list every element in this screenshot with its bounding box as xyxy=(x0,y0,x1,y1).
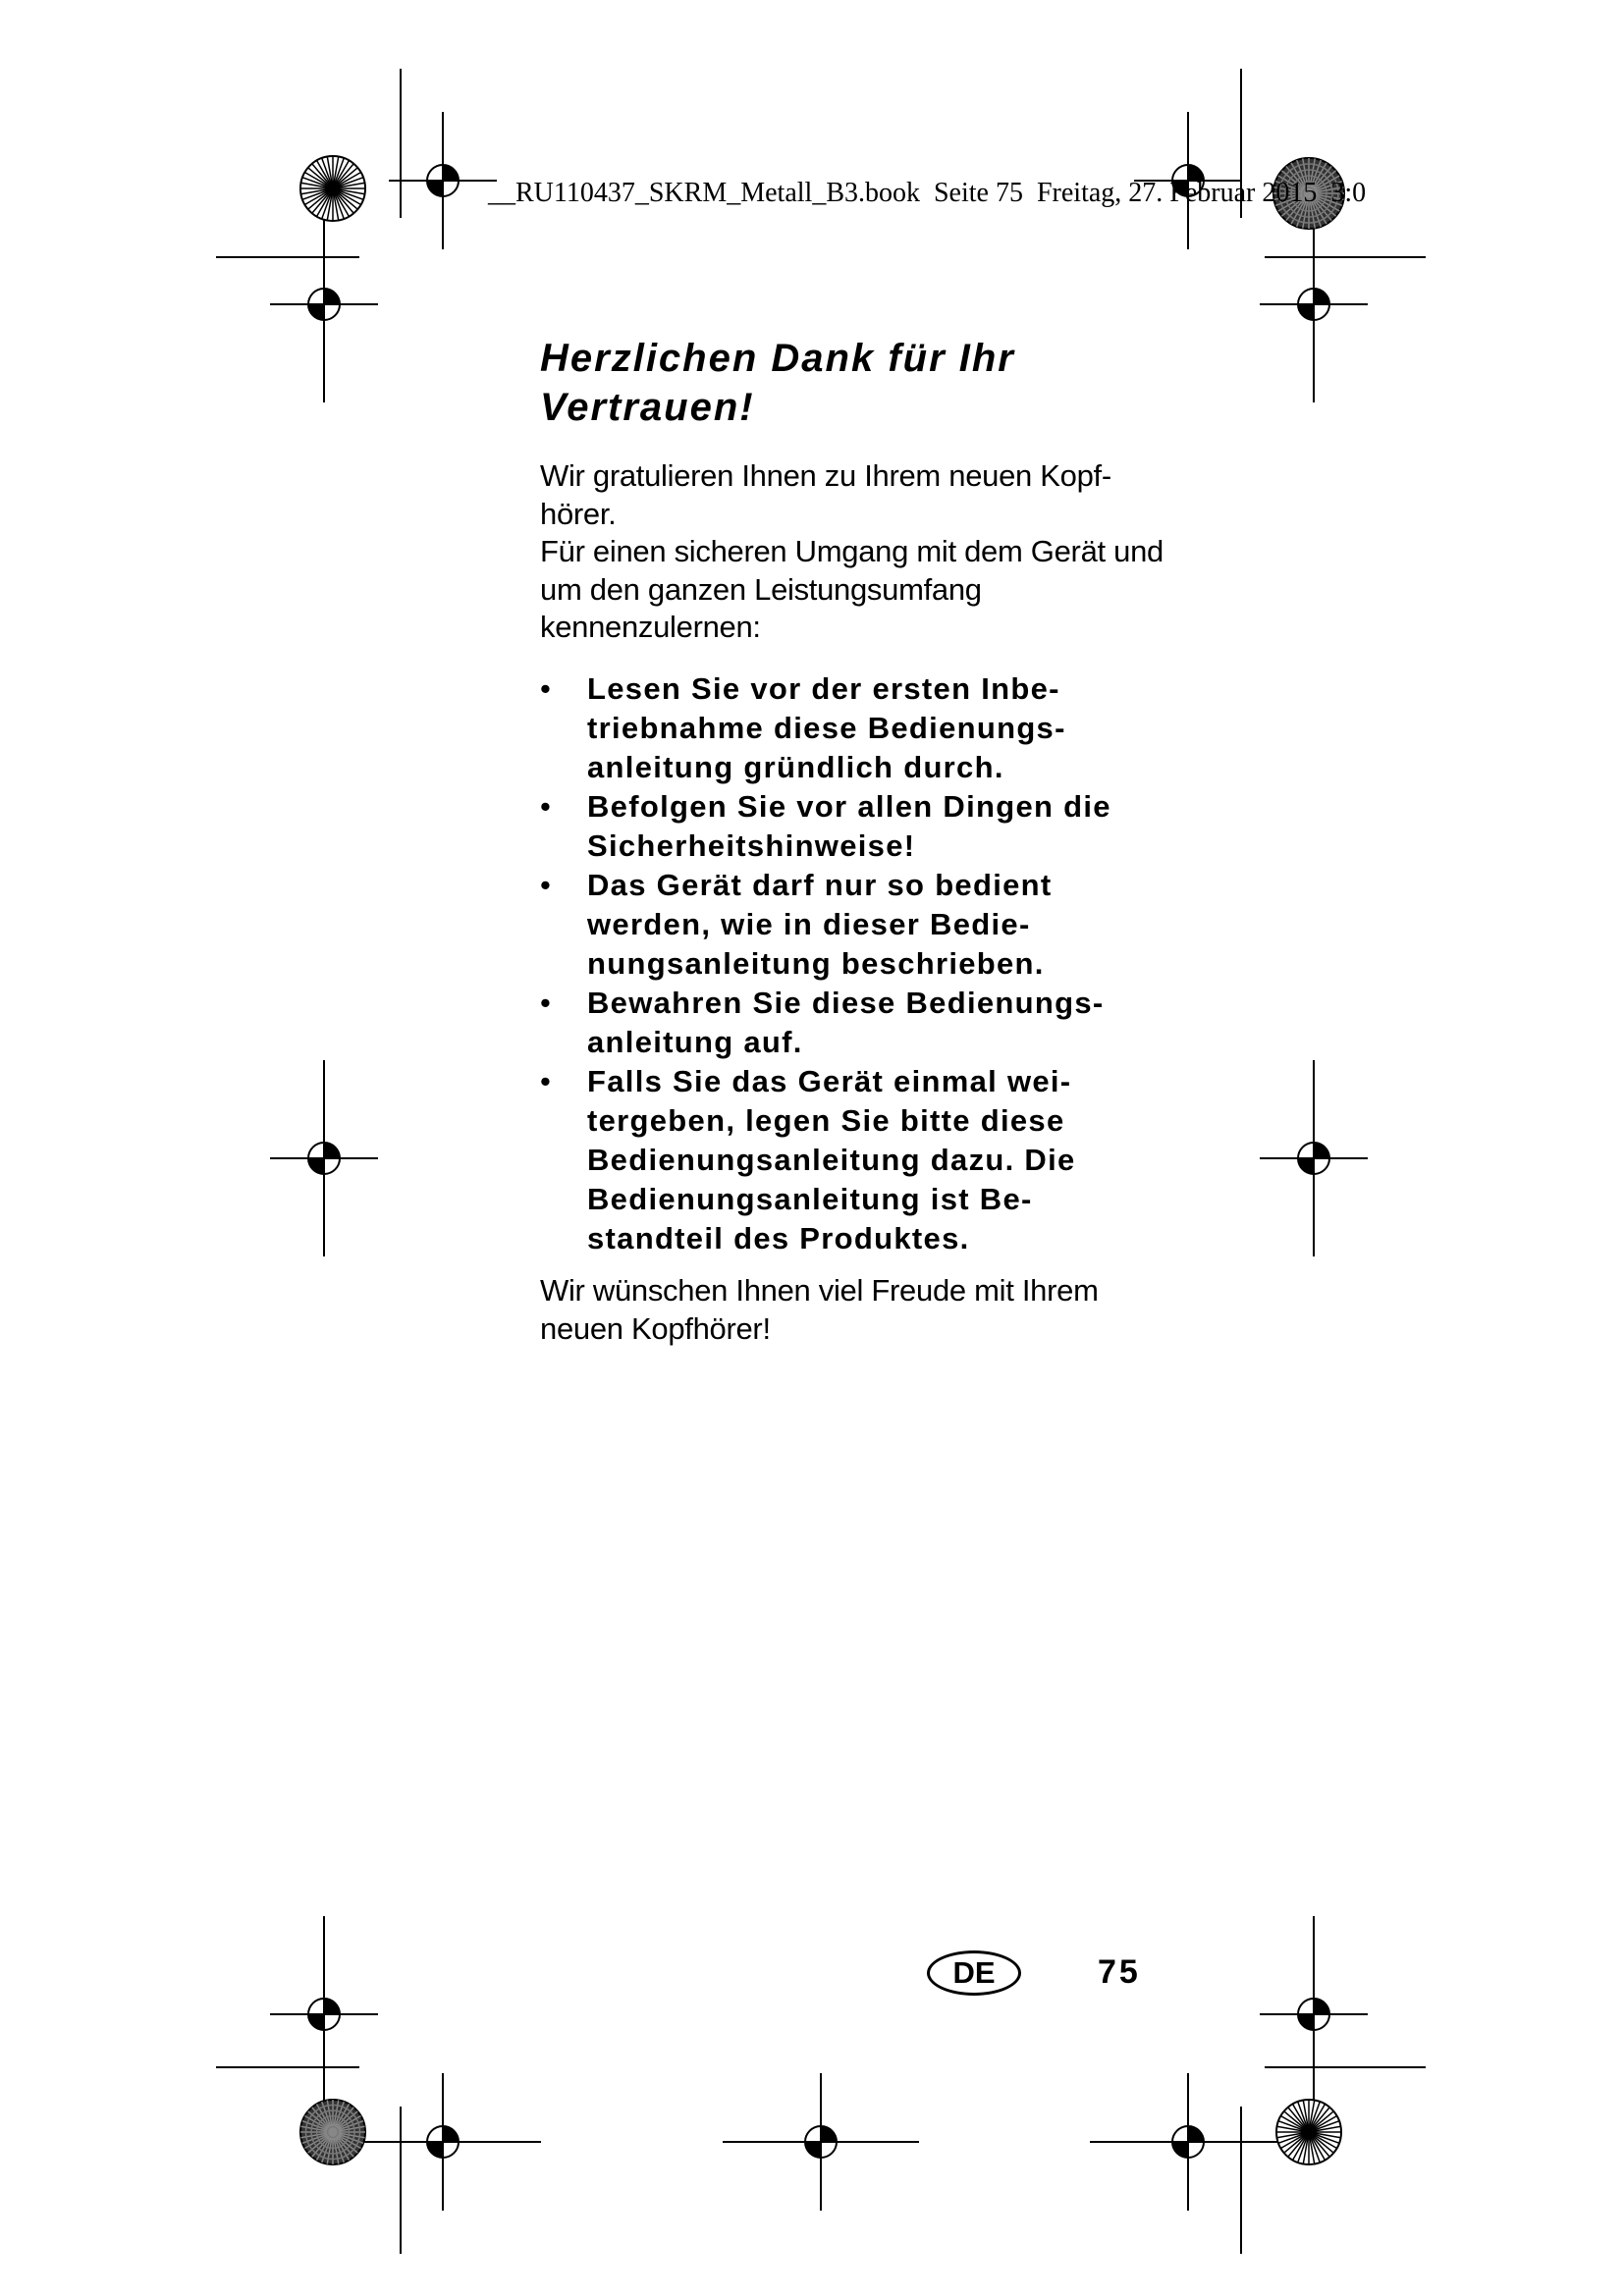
crosshair-fill xyxy=(1314,289,1329,304)
instruction-list xyxy=(540,669,1168,1258)
print-slug-line: __RU110437_SKRM_Metall_B3.book Seite 75 Freitag, 27. Februar 2015 3:0 xyxy=(488,178,1367,208)
crosshair-fill xyxy=(308,304,324,320)
crosshair-fill xyxy=(324,289,340,304)
crosshair-fill xyxy=(1298,1158,1314,1174)
crosshair-fill xyxy=(427,181,443,196)
page-number: 75 xyxy=(1098,1953,1141,1991)
language-badge xyxy=(927,1950,1021,1996)
language-badge-label: DE xyxy=(952,1955,996,1990)
crosshair-fill xyxy=(427,2142,443,2158)
list-item: • Bewahren Sie diese Bedienungs-anleitung auf. xyxy=(540,984,1168,1062)
intro-line-1: Wir gratulieren Ihnen zu Ihrem neuen Kopf-hörer. xyxy=(540,458,1111,531)
intro-paragraph xyxy=(540,457,1168,647)
crosshair-fill xyxy=(821,2126,837,2142)
crosshair-fill xyxy=(443,2126,459,2142)
crosshair-fill xyxy=(1172,2142,1188,2158)
crosshair-fill xyxy=(1298,2014,1314,2030)
list-item: • Befolgen Sie vor allen Dingen die Sicherheitshinweise! xyxy=(540,787,1168,866)
list-item: • Lesen Sie vor der ersten Inbe-triebnahme diese Bedienungs-anleitung gründlich durch. xyxy=(540,669,1168,787)
crosshair-fill xyxy=(308,2014,324,2030)
crosshair-fill xyxy=(805,2142,821,2158)
crosshair-fill xyxy=(324,1999,340,2014)
page-title: Herzlichen Dank für Ihr Vertrauen! xyxy=(540,337,1015,429)
crosshair-fill xyxy=(1314,1143,1329,1158)
closing-paragraph: Wir wünschen Ihnen viel Freude mit Ihrem neuen Kopfhörer! xyxy=(540,1273,1099,1346)
crosshair-fill xyxy=(443,165,459,181)
intro-line-2: Für einen sicheren Umgang mit dem Gerät und um den ganzen Leistungsumfang kennenzulernen: xyxy=(540,534,1164,644)
list-item: • Falls Sie das Gerät einmal wei-tergeben, legen Sie bitte diese Bedienungsanleitung dazu. Die Bedienungsanleitung ist Be-standteil des Produktes. xyxy=(540,1062,1168,1258)
crosshair-fill xyxy=(1188,2126,1204,2142)
crosshair-fill xyxy=(324,1143,340,1158)
crosshair-fill xyxy=(308,1158,324,1174)
crosshair-fill xyxy=(1314,1999,1329,2014)
crosshair-fill xyxy=(1298,304,1314,320)
list-item: • Das Gerät darf nur so bedient werden, wie in dieser Bedie-nungsanleitung beschrieben. xyxy=(540,866,1168,984)
